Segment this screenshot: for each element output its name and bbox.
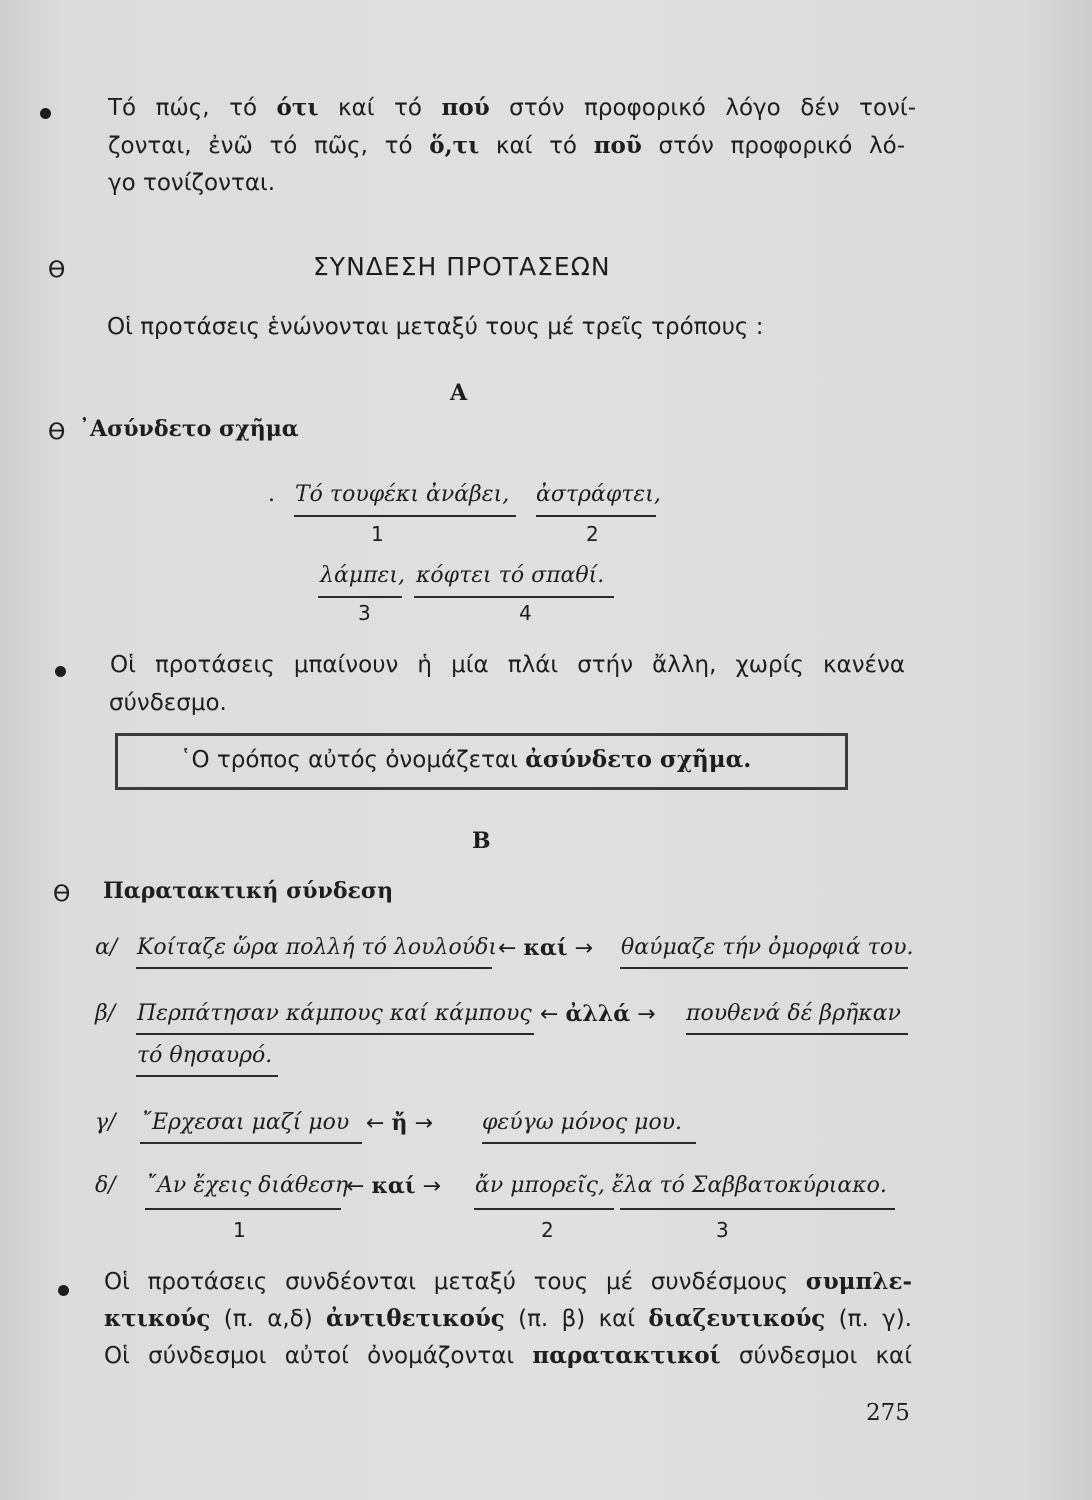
asyndeton-heading: ᾿Ασύνδετο σχῆμα (79, 416, 299, 442)
clause-number-3: 3 (716, 1218, 729, 1242)
underline (620, 1208, 895, 1210)
intro-line-1: Τό πώς, τό ότι καί τό πού στόν προφορικό λόγο δέν τονί- (108, 94, 916, 121)
clause-number-1: 1 (233, 1218, 246, 1242)
underline (474, 1208, 614, 1210)
section-intro: Οἱ προτάσεις ἑνώνονται μεταξύ τους μέ τρεῖς τρόπους : (107, 314, 764, 340)
example-c-connector: ← ἤ → (366, 1110, 433, 1136)
example-c-right: φεύγω μόνος μου. (482, 1110, 683, 1135)
underline (620, 967, 908, 969)
underline (536, 515, 656, 517)
clause-number-1: 1 (371, 522, 384, 546)
example-a-connector: ← καί → (498, 935, 593, 961)
example-clause-3: λάμπει, (320, 563, 405, 588)
final-line-2: κτικούς (π. α,δ) ἀντιθετικούς (π. β) καί διαζευτικούς (π. γ). (104, 1305, 912, 1332)
example-label-c: γ/ (95, 1110, 116, 1135)
underline (686, 1033, 908, 1035)
underline (482, 1142, 696, 1144)
example-label-a: α/ (95, 935, 118, 960)
example-a-right: θαύμαζε τήν ὀμορφιά του. (621, 935, 914, 960)
bullet-icon (40, 108, 51, 119)
theta-icon: ϴ (48, 258, 66, 283)
page-number: 275 (866, 1400, 910, 1426)
clause-number-2: 2 (541, 1218, 554, 1242)
section-letter-a: Α (450, 380, 468, 406)
final-line-1: Οἱ προτάσεις συνδέονται μεταξύ τους μέ συνδέσμους συμπλε- (104, 1268, 912, 1295)
example-label-d: δ/ (95, 1173, 116, 1198)
bullet-icon (55, 666, 66, 677)
clause-number-2: 2 (586, 522, 599, 546)
definition-text: ῾Ο τρόπος αὐτός ὀνομάζεται ἀσύνδετο σχῆμα. (180, 746, 752, 773)
example-clause-2: ἀστράφτει, (536, 482, 661, 507)
example-b-connector: ← ἀλλά → (540, 1001, 656, 1027)
parataxis-heading: Παρατακτική σύνδεση (103, 878, 394, 904)
example-clause-4: κόφτει τό σπαθί. (416, 563, 605, 588)
final-line-3: Οἱ σύνδεσμοι αὐτοί ὀνομάζονται παρατακτικοί σύνδεσμοι καί (104, 1342, 912, 1369)
underline (136, 967, 492, 969)
underline (140, 1142, 362, 1144)
underline (136, 1033, 534, 1035)
asyndeton-note-line-2: σύνδεσμο. (109, 690, 227, 716)
bullet-icon (58, 1285, 69, 1296)
example-c-left: ῎Ερχεσαι μαζί μου (141, 1110, 350, 1135)
example-d-connector: ← καί → (346, 1173, 441, 1199)
section-letter-b: Β (472, 828, 491, 854)
section-title: ΣΥΝΔΕΣΗ ΠΡΟΤΑΣΕΩΝ (313, 252, 611, 281)
example-prefix: . (268, 482, 275, 507)
intro-line-3: γο τονίζονται. (108, 170, 276, 196)
example-label-b: β/ (95, 1001, 116, 1026)
underline (414, 596, 614, 598)
asyndeton-note-line-1: Οἱ προτάσεις μπαίνουν ἡ μία πλάι στήν ἄλλη, χωρίς κανένα (110, 652, 905, 678)
example-b-continuation: τό θησαυρό. (137, 1043, 273, 1068)
underline (145, 1208, 341, 1210)
clause-number-3: 3 (358, 601, 371, 625)
example-clause-1: Τό τουφέκι ἀνάβει, (295, 482, 510, 507)
theta-icon: ϴ (48, 420, 66, 445)
intro-line-2: ζονται, ἐνῶ τό πῶς, τό ὅ,τι καί τό ποῦ στόν προφορικό λό- (108, 132, 905, 159)
example-b-left: Περπάτησαν κάμπους καί κάμπους (137, 1001, 532, 1026)
example-a-left: Κοίταζε ὥρα πολλή τό λουλούδι (137, 935, 497, 960)
underline (136, 1075, 278, 1077)
example-d-right: ἄν μπορεῖς, ἔλα τό Σαββατοκύριακο. (475, 1173, 887, 1198)
clause-number-4: 4 (519, 601, 532, 625)
underline (294, 515, 516, 517)
example-b-right: πουθενά δέ βρῆκαν (686, 1001, 901, 1026)
example-d-left: ῎Αν ἔχεις διάθεση (146, 1173, 349, 1198)
theta-icon: ϴ (53, 882, 71, 907)
underline (318, 596, 402, 598)
